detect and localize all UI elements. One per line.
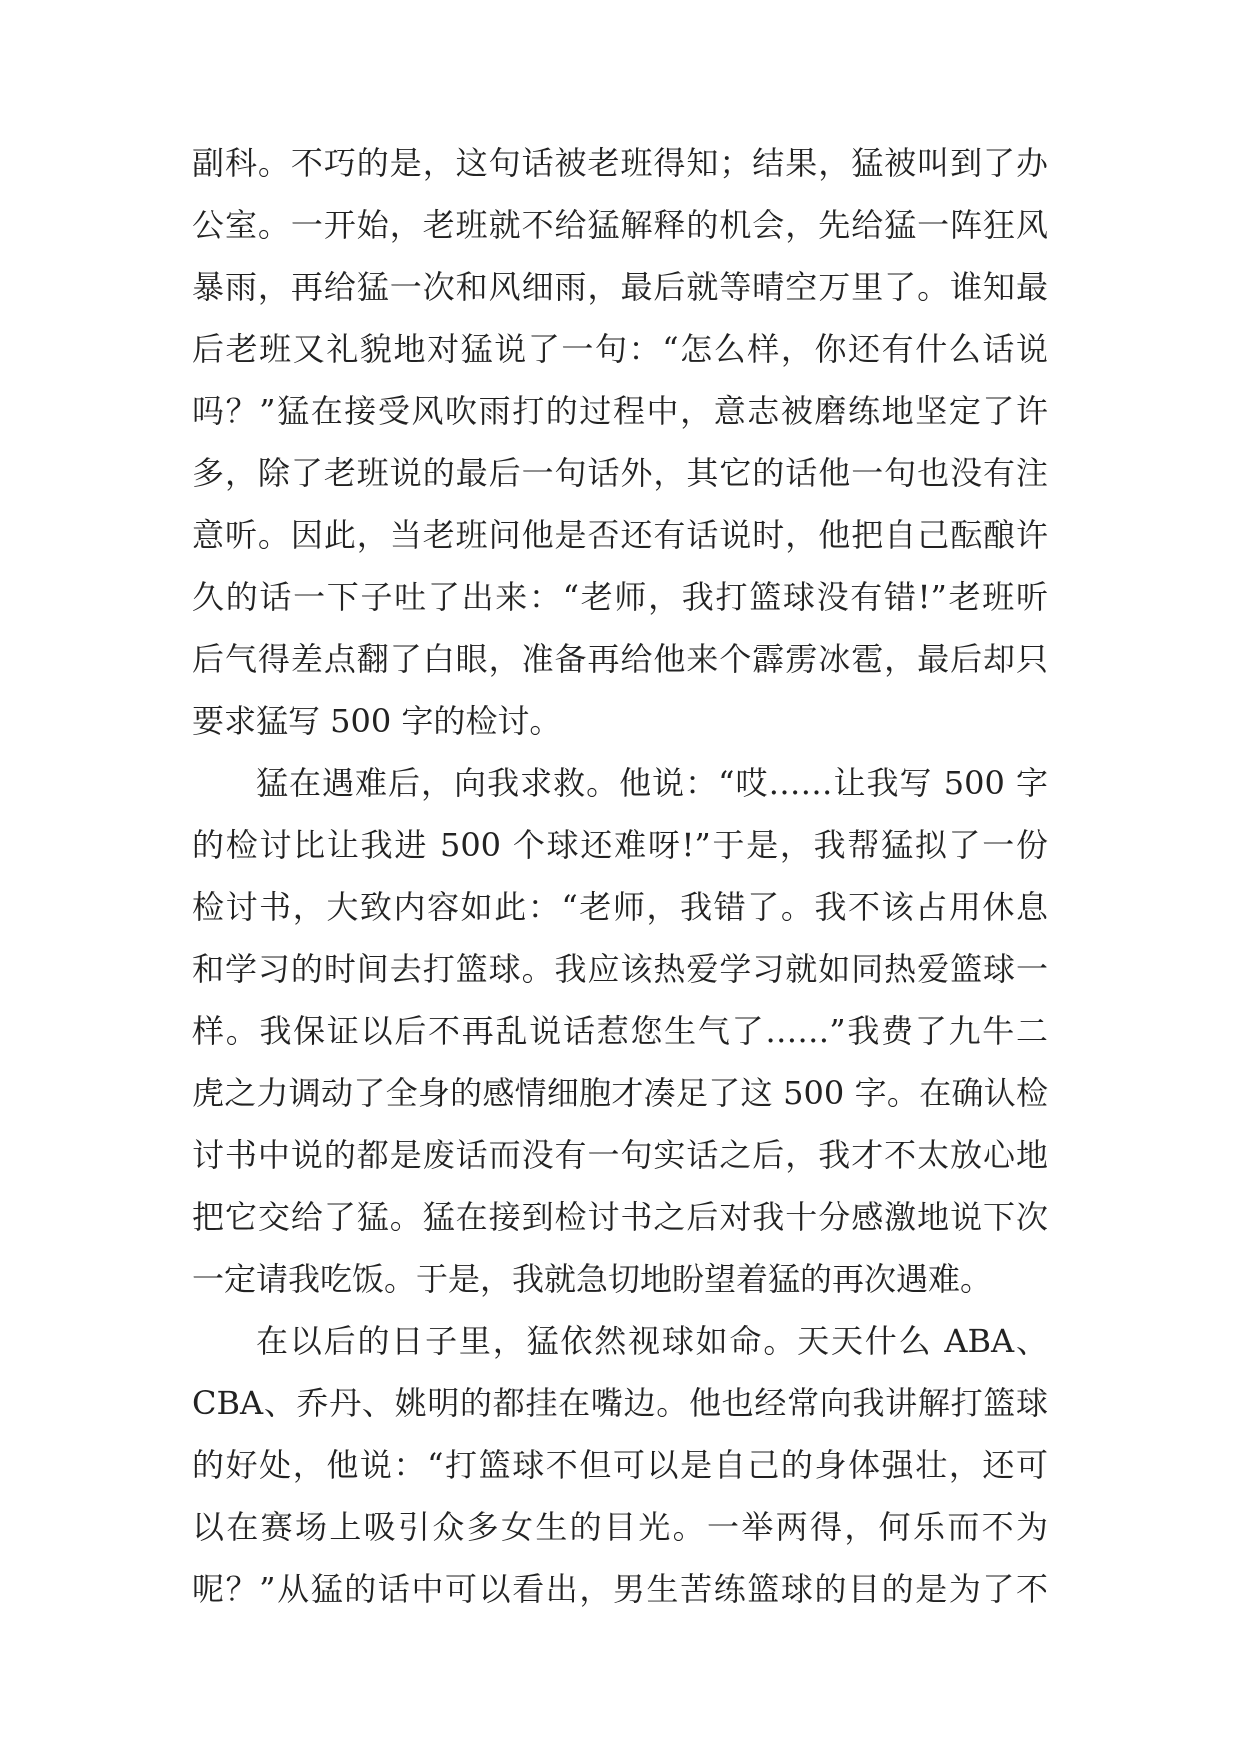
document-body [192, 132, 1048, 1620]
text-line: 样。我保证以后不再乱说话惹您生气了……”我费了九牛二 [192, 1012, 1048, 1050]
text-line: 后气得差点翻了白眼，准备再给他来个霹雳冰雹，最后却只 [192, 640, 1048, 678]
text-line: 公室。一开始，老班就不给猛解释的机会，先给猛一阵狂风 [192, 206, 1048, 244]
text-line: 暴雨，再给猛一次和风细雨，最后就等晴空万里了。谁知最 [192, 268, 1048, 306]
paragraph-3 [192, 1310, 1048, 1620]
text-line: 以在赛场上吸引众多女生的目光。一举两得，何乐而不为 [192, 1508, 1048, 1546]
text-line: 猛在遇难后，向我求救。他说：“哎……让我写 500 字 [256, 764, 1048, 802]
text-line: 一定请我吃饭。于是，我就急切地盼望着猛的再次遇难。 [192, 1260, 993, 1298]
text-line: 把它交给了猛。猛在接到检讨书之后对我十分感激地说下次 [192, 1198, 1048, 1236]
text-line: 呢？”从猛的话中可以看出，男生苦练篮球的目的是为了不 [192, 1570, 1048, 1608]
text-line: 讨书中说的都是废话而没有一句实话之后，我才不太放心地 [192, 1136, 1048, 1174]
paragraph-2 [192, 752, 1048, 1310]
text-line: 虎之力调动了全身的感情细胞才凑足了这 500 字。在确认检 [192, 1074, 1048, 1112]
text-line: 的好处，他说：“打篮球不但可以是自己的身体强壮，还可 [192, 1446, 1048, 1484]
text-line: 检讨书，大致内容如此：“老师，我错了。我不该占用休息 [192, 888, 1048, 926]
text-line: 的检讨比让我进 500 个球还难呀!”于是，我帮猛拟了一份 [192, 826, 1048, 864]
text-line: 要求猛写 500 字的检讨。 [192, 702, 562, 740]
text-line: 意听。因此，当老班问他是否还有话说时，他把自己酝酿许 [192, 516, 1048, 554]
text-line: 在以后的日子里，猛依然视球如命。天天什么 ABA、 [256, 1322, 1048, 1360]
paragraph-1 [192, 132, 1048, 752]
text-line: 和学习的时间去打篮球。我应该热爱学习就如同热爱篮球一 [192, 950, 1048, 988]
text-line: 多，除了老班说的最后一句话外，其它的话他一句也没有注 [192, 454, 1048, 492]
text-line: 久的话一下子吐了出来：“老师，我打篮球没有错!”老班听 [192, 578, 1048, 616]
text-line: 副科。不巧的是，这句话被老班得知；结果，猛被叫到了办 [192, 144, 1048, 182]
text-line: 后老班又礼貌地对猛说了一句：“怎么样，你还有什么话说 [192, 330, 1048, 368]
text-line: 吗？”猛在接受风吹雨打的过程中，意志被磨练地坚定了许 [192, 392, 1048, 430]
text-line: CBA、乔丹、姚明的都挂在嘴边。他也经常向我讲解打篮球 [192, 1384, 1048, 1422]
